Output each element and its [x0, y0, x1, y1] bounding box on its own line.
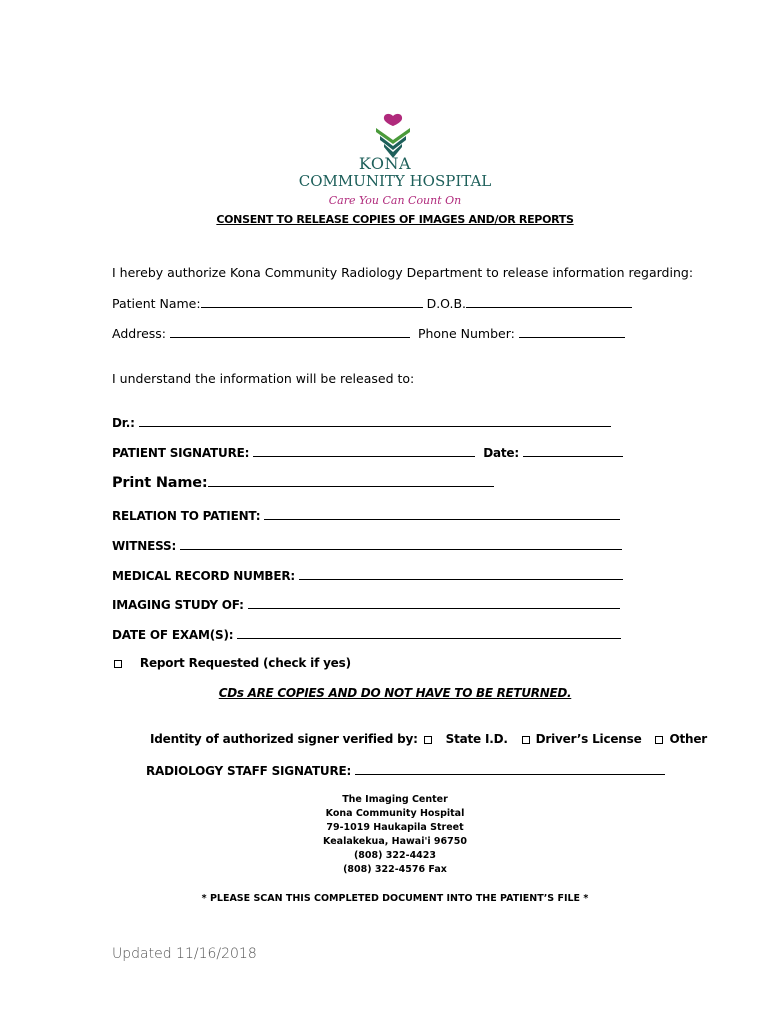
drivers-license-label: Driver’s License	[535, 732, 642, 746]
staff-signature-label: RADIOLOGY STAFF SIGNATURE:	[146, 764, 352, 778]
phone-field[interactable]	[519, 325, 625, 338]
print-name-row	[112, 474, 494, 491]
verification-label: Identity of authorized signer verified by:	[150, 732, 418, 746]
address-field[interactable]	[170, 325, 410, 338]
address-line-2: Kona Community Hospital	[325, 808, 465, 819]
patient-name-field[interactable]	[201, 295, 423, 308]
date-of-exam-label: DATE OF EXAM(S):	[112, 628, 234, 642]
report-requested-label: Report Requested (check if yes)	[139, 656, 351, 670]
relation-field[interactable]	[264, 507, 620, 520]
other-label: Other	[669, 732, 707, 746]
address-line-1: The Imaging Center	[342, 794, 448, 805]
authorize-statement: I hereby authorize Kona Community Radiology Department to release information regarding:	[112, 265, 694, 280]
date-of-exam-row	[112, 626, 621, 642]
address-line-3: 79-1019 Haukapila Street	[326, 822, 464, 833]
staff-signature-field[interactable]	[355, 762, 665, 775]
mrn-label: MEDICAL RECORD NUMBER:	[112, 569, 296, 583]
date-of-exam-field[interactable]	[237, 626, 621, 639]
address-label: Address:	[112, 326, 166, 341]
imaging-study-row	[112, 596, 620, 612]
verification-row	[150, 732, 707, 746]
imaging-study-field[interactable]	[248, 596, 620, 609]
patient-signature-row	[112, 444, 623, 460]
relation-label: RELATION TO PATIENT:	[112, 509, 261, 523]
state-id-label: State I.D.	[445, 732, 508, 746]
print-name-field[interactable]	[208, 474, 494, 487]
patient-signature-label: PATIENT SIGNATURE:	[112, 446, 250, 460]
address-line-5: (808) 322-4423	[353, 850, 437, 861]
address-line-6: (808) 322-4576 Fax	[343, 864, 447, 875]
dr-field[interactable]	[139, 414, 611, 427]
mrn-row	[112, 567, 623, 583]
imaging-study-label: IMAGING STUDY OF:	[112, 598, 244, 612]
dr-label: Dr.:	[112, 416, 135, 430]
dob-field[interactable]	[466, 295, 632, 308]
witness-label: WITNESS:	[112, 539, 177, 553]
updated-date: Updated 11/16/2018	[112, 946, 257, 962]
logo-name: KONA	[358, 154, 412, 173]
phone-label: Phone Number:	[417, 326, 515, 341]
drivers-license-checkbox[interactable]	[522, 736, 530, 744]
witness-row	[112, 537, 622, 553]
patient-signature-field[interactable]	[253, 444, 475, 457]
dr-row	[112, 414, 611, 430]
report-requested-checkbox[interactable]	[114, 660, 122, 668]
relation-row	[112, 507, 620, 523]
hospital-logo-icon	[372, 112, 414, 160]
scan-notice: * PLEASE SCAN THIS COMPLETED DOCUMENT INTO THE PATIENT’S FILE *	[201, 893, 589, 904]
dob-label: D.O.B.	[426, 296, 467, 311]
print-name-label: Print Name:	[112, 475, 208, 491]
patient-name-row	[112, 295, 632, 311]
witness-field[interactable]	[180, 537, 622, 550]
address-line-4: Kealakekua, Hawai'i 96750	[323, 836, 467, 847]
state-id-checkbox[interactable]	[424, 736, 432, 744]
cds-notice: CDs ARE COPIES AND DO NOT HAVE TO BE RETURNED.	[218, 686, 572, 700]
address-row	[112, 325, 625, 341]
date-field[interactable]	[523, 444, 623, 457]
report-requested-row	[112, 656, 351, 670]
mrn-field[interactable]	[299, 567, 623, 580]
other-checkbox[interactable]	[655, 736, 663, 744]
staff-signature-row	[146, 762, 665, 778]
form-title: CONSENT TO RELEASE COPIES OF IMAGES AND/OR REPORTS	[216, 213, 574, 226]
logo-tagline: Care You Can Count On	[328, 194, 462, 207]
logo-subname: COMMUNITY HOSPITAL	[298, 172, 492, 190]
patient-name-label: Patient Name:	[112, 296, 201, 311]
date-label: Date:	[483, 446, 519, 460]
released-to-statement: I understand the information will be released to:	[112, 371, 415, 386]
